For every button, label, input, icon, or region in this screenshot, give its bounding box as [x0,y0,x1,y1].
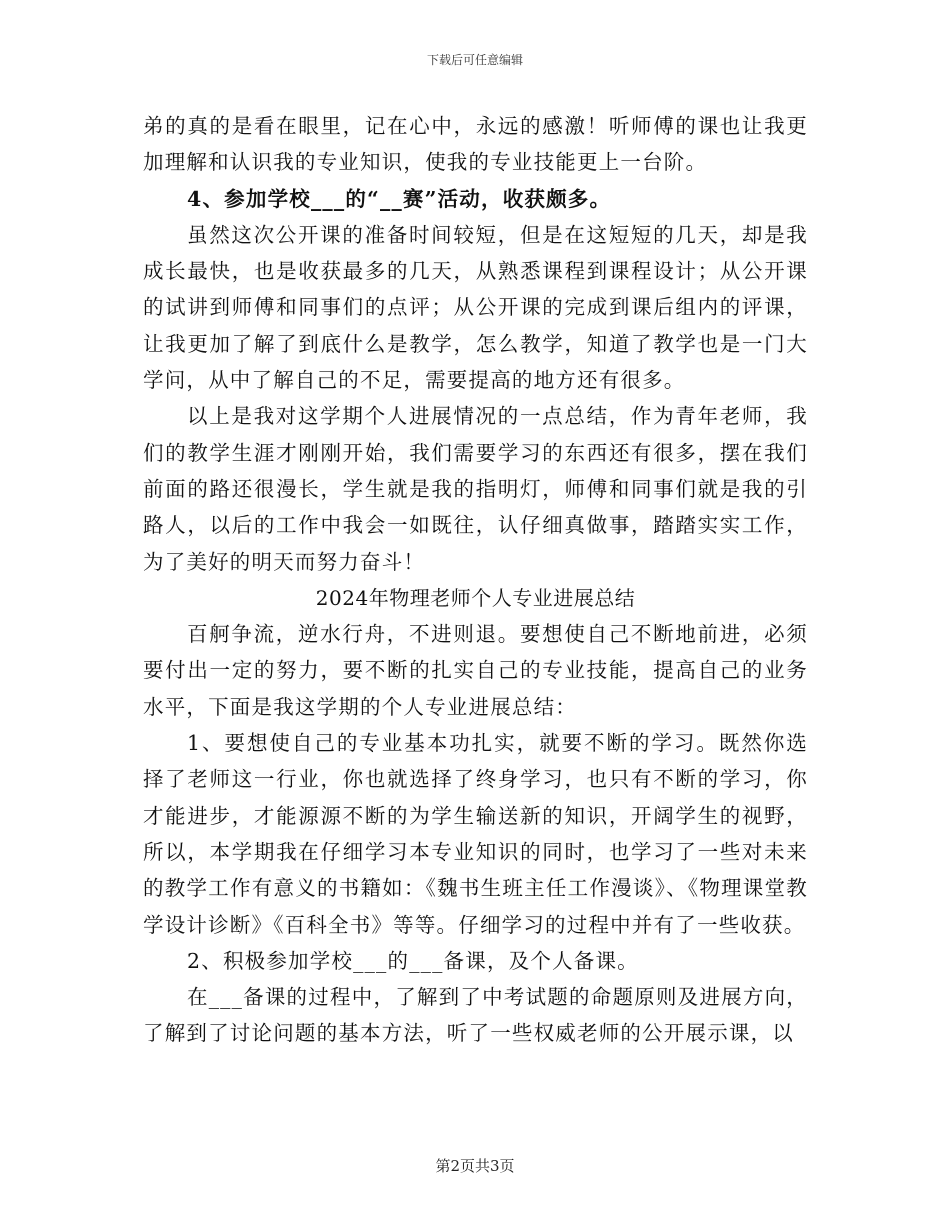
paragraph-6: 2、积极参加学校___的___备课，及个人备课。 [187,948,639,973]
paragraph-7: 在___备课的过程中，了解到了中考试题的命题原则及进展方向，了解到了讨论问题的基本方法，听了一些权威老师的公开展示课，以 [143,985,808,1046]
paragraph-2: 虽然这次公开课的准备时间较短，但是在这短短的几天，却是我成长最快，也是收获最多的几天，从熟悉课程到课程设计；从公开课的试讲到师傅和同事们的点评；从公开课的完成到课后组内的评课，让我更加了解了到底什么是教学，怎么教学，知道了教学也是一门大学问，从中了解自己的不足，需要提高的地方还有很多。 [143,222,808,393]
section-heading-4: 4、参加学校___的“__赛”活动，收获颇多。 [187,186,612,211]
paragraph-3: 以上是我对这学期个人进展情况的一点总结，作为青年老师，我们的教学生涯才刚刚开始，我们需要学习的东西还有很多，摆在我们前面的路还很漫长，学生就是我的指明灯，师傅和同事们就是我的引路人，以后的工作中我会一如既往，认仔细真做事，踏踏实实工作，为了美好的明天而努力奋斗！ [143,404,808,574]
paragraph-1: 弟的真的是看在眼里，记在心中，永远的感激！听师傅的课也让我更加理解和认识我的专业知识，使我的专业技能更上一台阶。 [143,114,808,175]
page-footer: 第2页共3页 [435,1157,515,1175]
page-header: 下载后可任意编辑 [426,53,523,67]
paragraph-4: 百舸争流，逆水行舟，不进则退。要想使自己不断地前进，必须要付出一定的努力，要不断的扎实自己的专业技能，提高自己的业务水平，下面是我这学期的个人专业进展总结： [143,622,808,719]
paragraph-5: 1、要想使自己的专业基本功扎实，就要不断的学习。既然你选择了老师这一行业，你也就选择了终身学习，也只有不断的学习，你才能进步，才能源源不断的为学生输送新的知识，开阔学生的视野，所以，本学期我在仔细学习本专业知识的同时，也学习了一些对未来的教学工作有意义的书籍如：《魏书生班主任工作漫谈》、《物理课堂教学设计诊断》《百科全书》等等。仔细学习的过程中并有了一些收获。 [143,731,808,937]
document-body [143,108,808,1052]
document-title: 2024年物理老师个人专业进展总结 [315,585,636,610]
